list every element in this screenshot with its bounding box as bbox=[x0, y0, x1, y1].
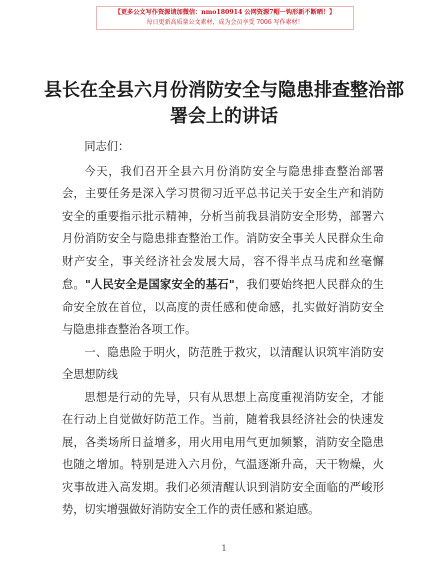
paragraph-intro-part1: 今天，我们召开全县六月份消防安全与隐患排查整治部署会，主要任务是深入学习贯彻习近平总书记关于安全生产和消防安全的重要指示批示精神，分析当前我县消防安全形势，部署六月份消防安全与隐患排查整治工作。消防安全事关人民群众生命财产安全，事关经济社会发展大局，容不得半点马虎和丝毫懈怠。 bbox=[62, 164, 384, 291]
promo-banner-line1: 【更多公文写作资源请加微信：nmo180914 公网资源7帽一钩形新不断晒！】 bbox=[114, 9, 336, 16]
promo-banner-line2: 每日更新高质量公文素材，成为会员享受 7006 写作素材！ bbox=[146, 19, 304, 26]
section-heading-1: 一、隐患险于明火，防范胜于救灾，以清醒认识筑牢消防安全思想防线 bbox=[62, 345, 384, 381]
paragraph-intro bbox=[62, 161, 384, 342]
document-body bbox=[62, 136, 384, 522]
paragraph-intro-part2: ，我们要始终把人民群众的生命安全放在首位，以高度的责任感和使命感，扎实做好消防安全与隐患排查整治各项工作。 bbox=[62, 278, 384, 336]
page-number: 1 bbox=[221, 544, 227, 553]
promo-banner bbox=[96, 6, 354, 30]
document-title: 县长在全县六月份消防安全与隐患排查整治部署会上的讲话 bbox=[44, 80, 404, 127]
greeting: 同志们： bbox=[84, 140, 130, 153]
paragraph-section-1: 思想是行动的先导，只有从思想上高度重视消防安全，才能在行动上自觉做好防范工作。当前，随着我县经济社会的快速发展，各类场所日益增多，用火用电用气更加频繁，消防安全隐患也随之增加。特别是进入六月份，气温逐渐升高，天干物燥，火灾事故进入高发期。我们必须清醒认识到消防安全面临的严峻形势，切实增强做好消防安全工作的责任感和紧迫感。 bbox=[62, 390, 384, 516]
paragraph-intro-emphasis: "人民安全是国家安全的基石" bbox=[84, 277, 235, 291]
